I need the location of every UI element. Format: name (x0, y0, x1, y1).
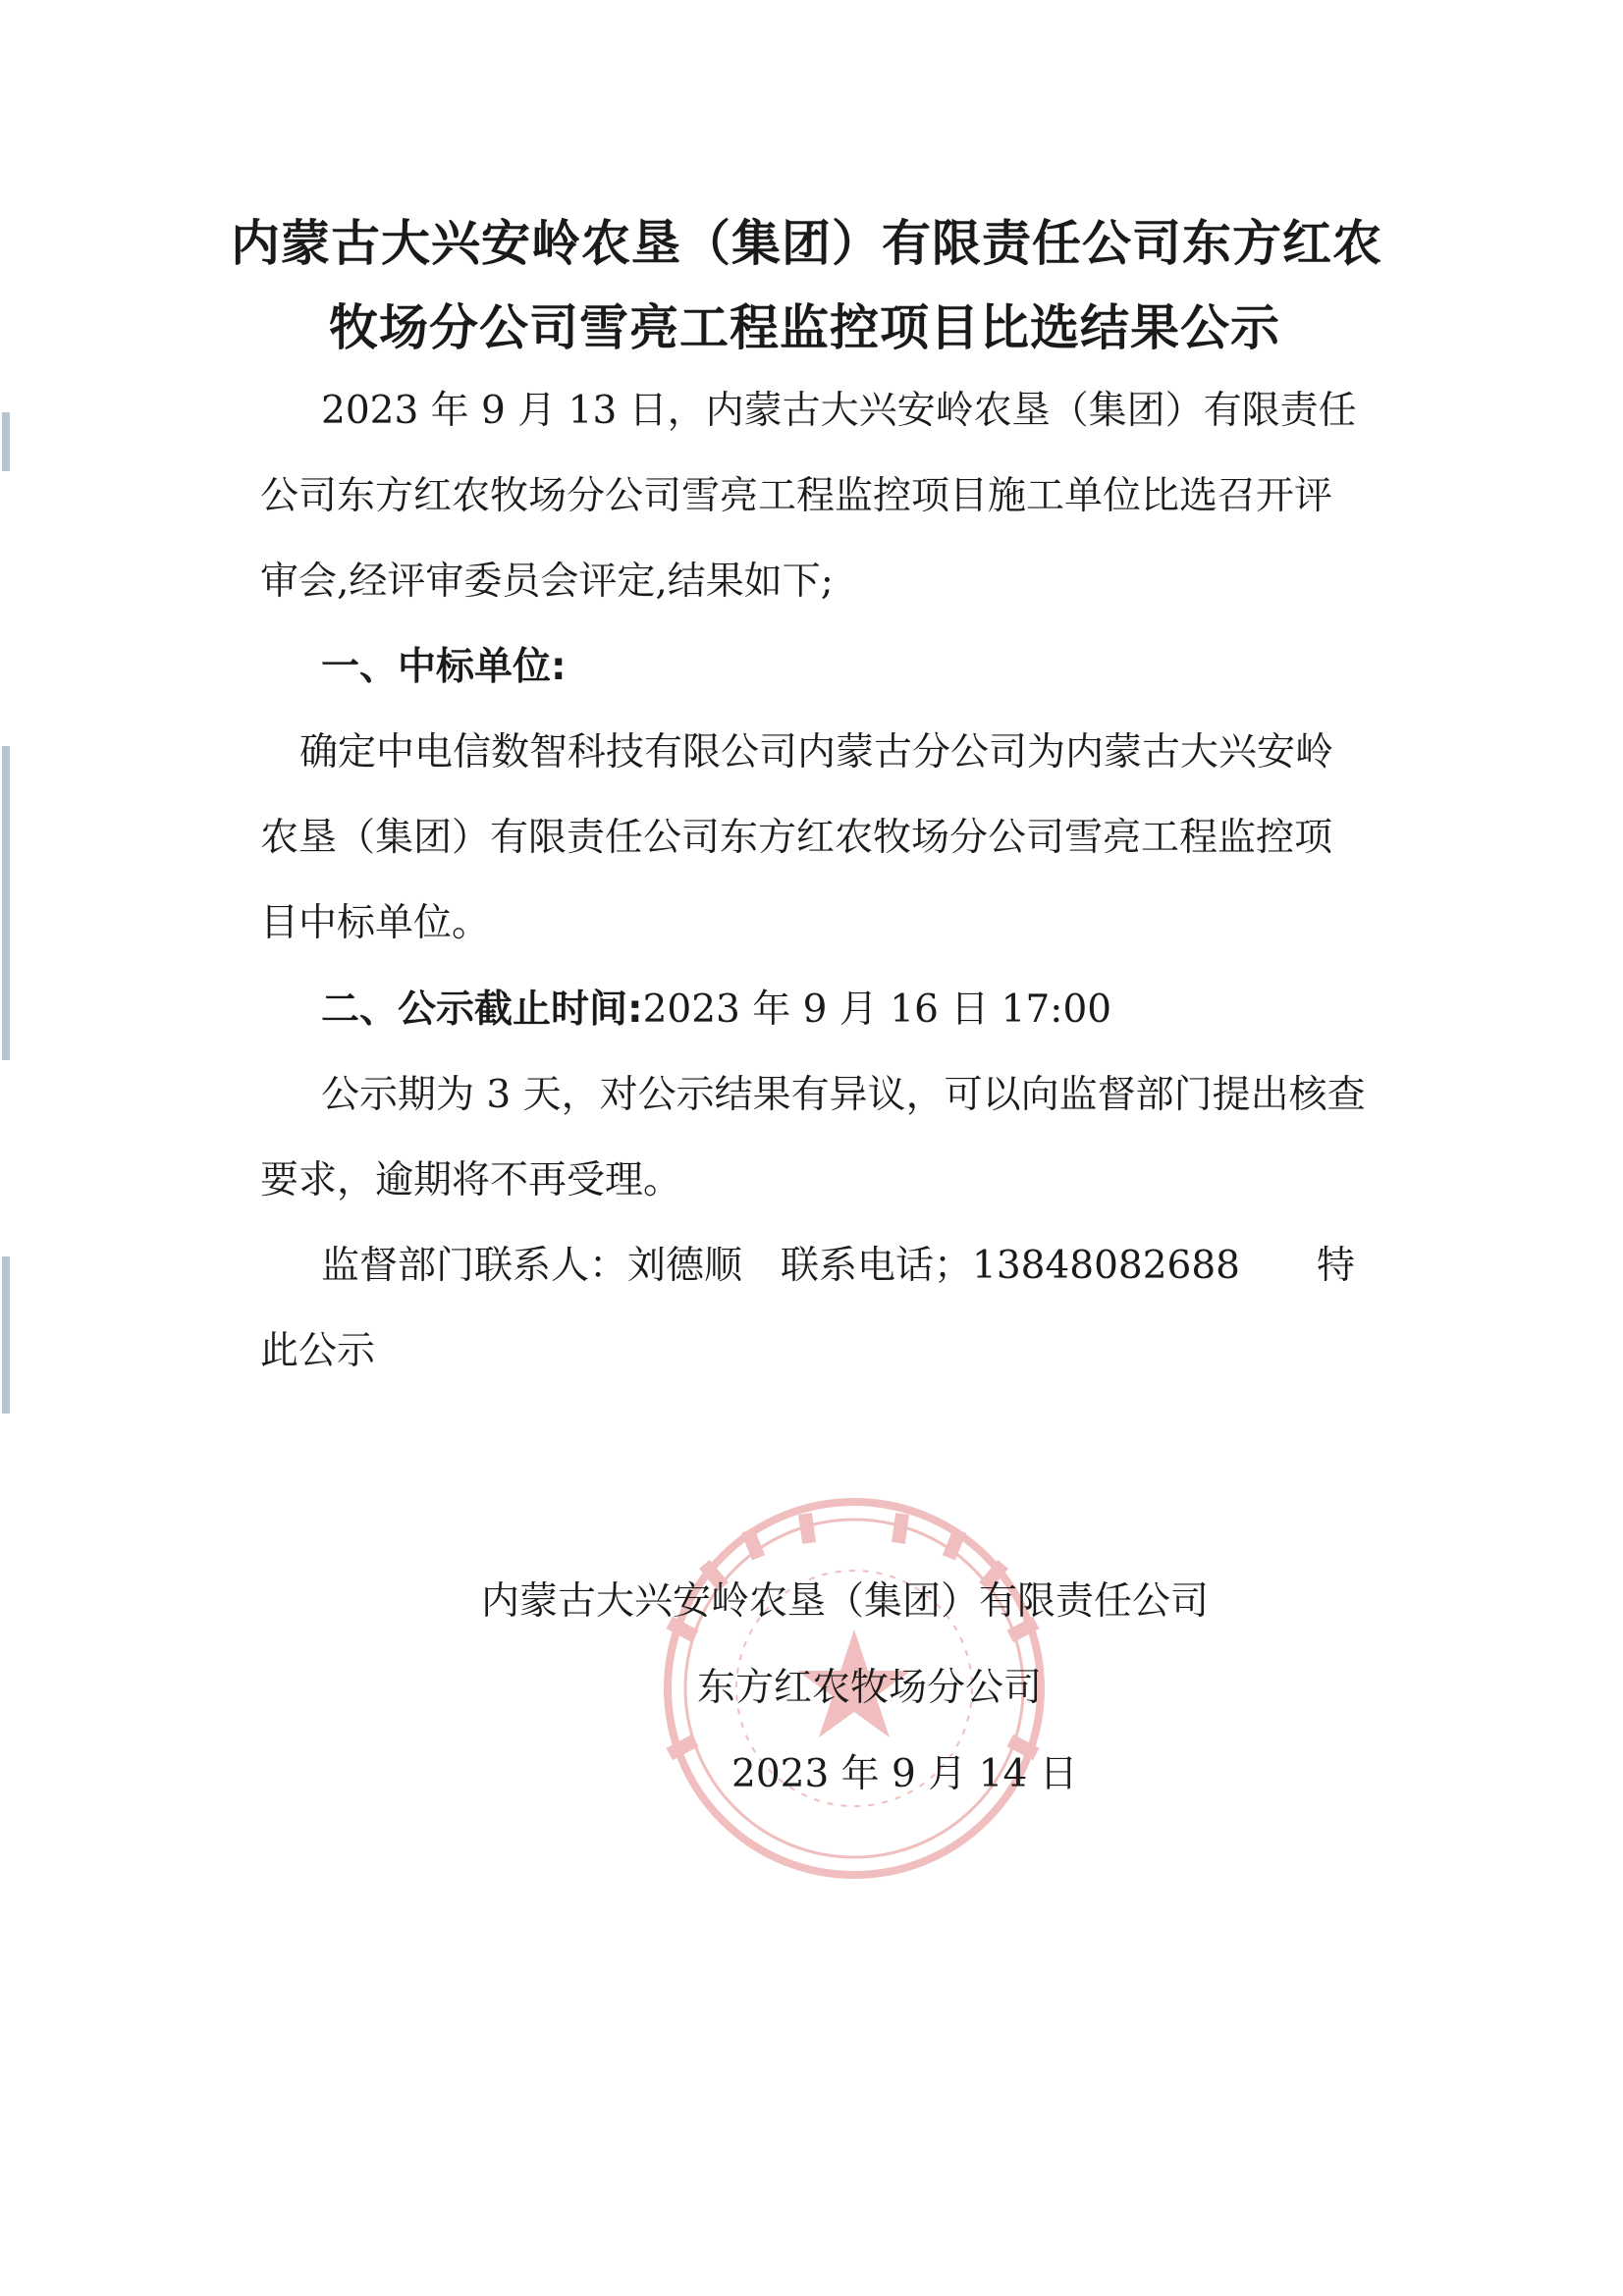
signature-date: 2023 年 9 月 14 日 (731, 1752, 1078, 1796)
section2-line (321, 967, 1431, 1052)
title-line-1: 内蒙古大兴安岭农垦（集团）有限责任公司东方红农 (231, 215, 1382, 272)
signature-org-line-1: 内蒙古大兴安岭农垦（集团）有限责任公司 (481, 1579, 1210, 1624)
scan-edge-mark (2, 412, 10, 471)
notice-title (231, 201, 1409, 370)
title-line-2: 牧场分公司雪亮工程监控项目比选结果公示 (329, 299, 1280, 356)
scan-edge-mark (2, 746, 10, 1060)
section1-body: 确定中电信数智科技有限公司内蒙古分公司为内蒙古大兴安岭农垦（集团）有限责任公司东方红农牧场分公司雪亮工程监控项目中标单位。 (260, 730, 1334, 945)
contact-paragraph: 监督部门联系人：刘德顺 联系电话；13848082688 特此公示 (260, 1244, 1355, 1373)
intro-paragraph: 2023 年 9 月 13 日，内蒙古大兴安岭农垦（集团）有限责任公司东方红农牧场分公司雪亮工程监控项目施工单位比选召开评审会,经评审委员会评定,结果如下; (260, 389, 1357, 604)
section2-heading: 二、公示截止时间: (321, 988, 643, 1032)
scan-edge-mark (2, 1256, 10, 1414)
notice-paragraph: 公示期为 3 天，对公示结果有异议，可以向监督部门提出核查要求，逾期将不再受理。 (260, 1073, 1366, 1202)
signature-org-line-2: 东方红农牧场分公司 (697, 1666, 1043, 1710)
section1-heading: 一、中标单位: (321, 645, 567, 689)
deadline-value: 2023 年 9 月 16 日 17:00 (642, 988, 1112, 1032)
